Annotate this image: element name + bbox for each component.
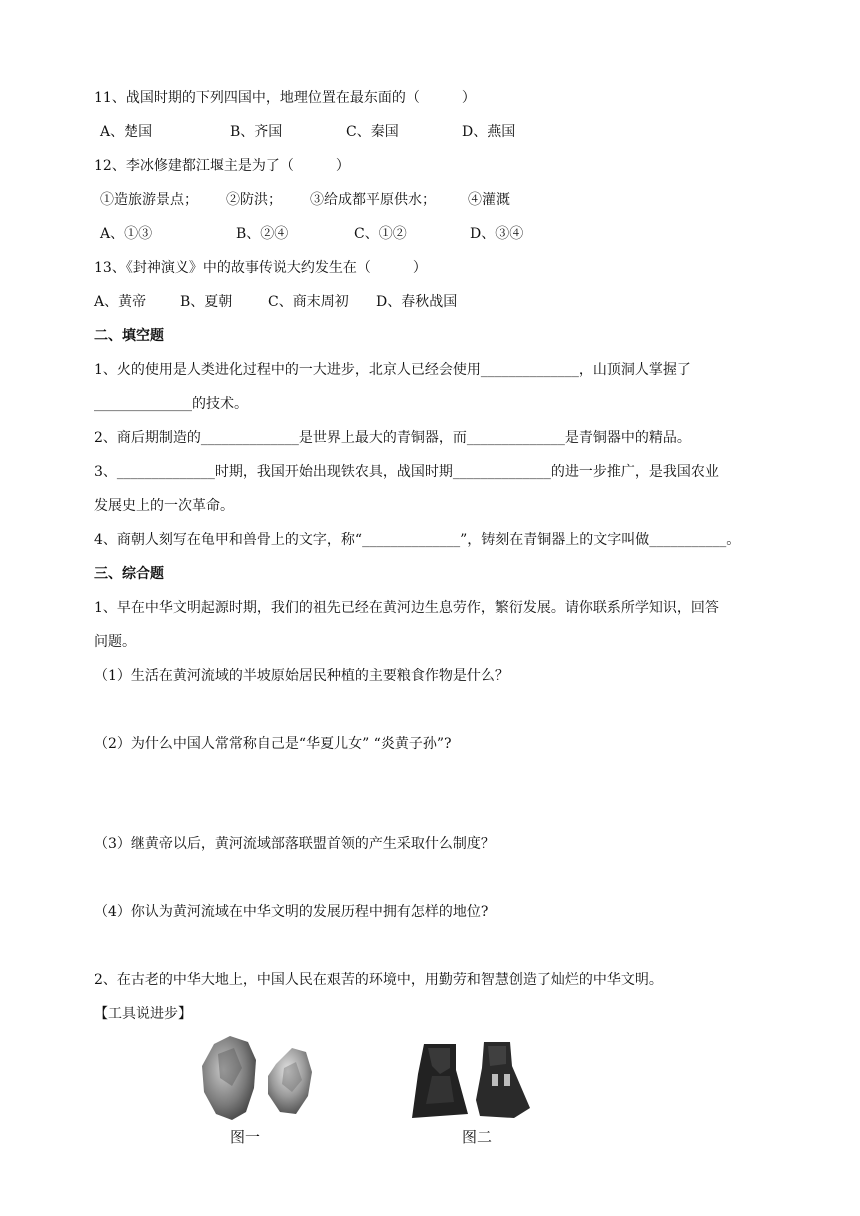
q13-option-a: A、黄帝 [94, 294, 147, 310]
comp-1-sub2: （2）为什么中国人常常称自己是“华夏儿女” “炎黄子孙”? [94, 736, 452, 752]
fill-3-line1: 3、______________时期，我国开始出现铁农具，战国时期______________的进一步推广，是我国农业 [94, 464, 719, 480]
comp-1-line1: 1、早在中华文明起源时期，我们的祖先已经在黄河边生息劳作，繁衍发展。请你联系所学知识，回答 [94, 600, 719, 616]
fill-3-line2: 发展史上的一次革命。 [94, 498, 234, 514]
fill-2: 2、商后期制造的______________是世界上最大的青铜器，而______________是青铜器中的精品。 [94, 430, 691, 446]
q11-option-a: A、楚国 [100, 124, 153, 140]
figure-2-caption: 图二 [462, 1128, 493, 1146]
tools-heading: 【工具说进步】 [94, 1006, 192, 1022]
q11-stem: 11、战国时期的下列四国中，地理位置在最东面的（ ） [94, 90, 476, 106]
q13-option-c: C、商末周初 [268, 294, 349, 310]
comp-1-line2: 问题。 [94, 634, 136, 650]
figure-1-caption: 图一 [230, 1128, 261, 1146]
q12-item-1: ①造旅游景点； [100, 192, 198, 208]
q13-option-b: B、夏朝 [180, 294, 233, 310]
fill-4: 4、商朝人刻写在龟甲和兽骨上的文字，称“______________”，铸刻在青铜器上的文字叫做___________。 [94, 532, 741, 548]
section2-heading: 二、填空题 [94, 328, 164, 344]
q12-item-2: ②防洪； [226, 192, 282, 208]
q11-option-b: B、齐国 [230, 124, 283, 140]
bronze-tools-image [410, 1040, 534, 1122]
comp-2: 2、在古老的中华大地上，中国人民在艰苦的环境中，用勤劳和智慧创造了灿烂的中华文明。 [94, 972, 663, 988]
q12-option-c: C、①② [354, 226, 407, 242]
q13-stem: 13、《封神演义》中的故事传说大约发生在（ ） [94, 260, 427, 276]
comp-1-sub3: （3）继黄帝以后，黄河流域部落联盟首领的产生采取什么制度？ [94, 836, 495, 852]
comp-1-sub4: （4）你认为黄河流域在中华文明的发展历程中拥有怎样的地位? [94, 904, 489, 920]
q12-option-b: B、②④ [236, 226, 289, 242]
stone-tools-image [196, 1032, 326, 1124]
fill-1-line2: ______________的技术。 [94, 396, 248, 412]
q12-item-4: ④灌溉 [468, 192, 510, 208]
comp-1-sub1: （1）生活在黄河流域的半坡原始居民种植的主要粮食作物是什么？ [94, 668, 509, 684]
q12-option-a: A、①③ [100, 226, 153, 242]
q12-stem: 12、李冰修建都江堰主是为了（ ） [94, 158, 350, 174]
fill-1-line1: 1、火的使用是人类进化过程中的一大进步，北京人已经会使用______________，山顶洞人掌握了 [94, 362, 691, 378]
q11-option-d: D、燕国 [462, 124, 516, 140]
q11-option-c: C、秦国 [346, 124, 399, 140]
q12-option-d: D、③④ [470, 226, 524, 242]
q13-option-d: D、春秋战国 [376, 294, 458, 310]
section3-heading: 三、综合题 [94, 566, 164, 582]
q12-item-3: ③给成都平原供水； [310, 192, 436, 208]
